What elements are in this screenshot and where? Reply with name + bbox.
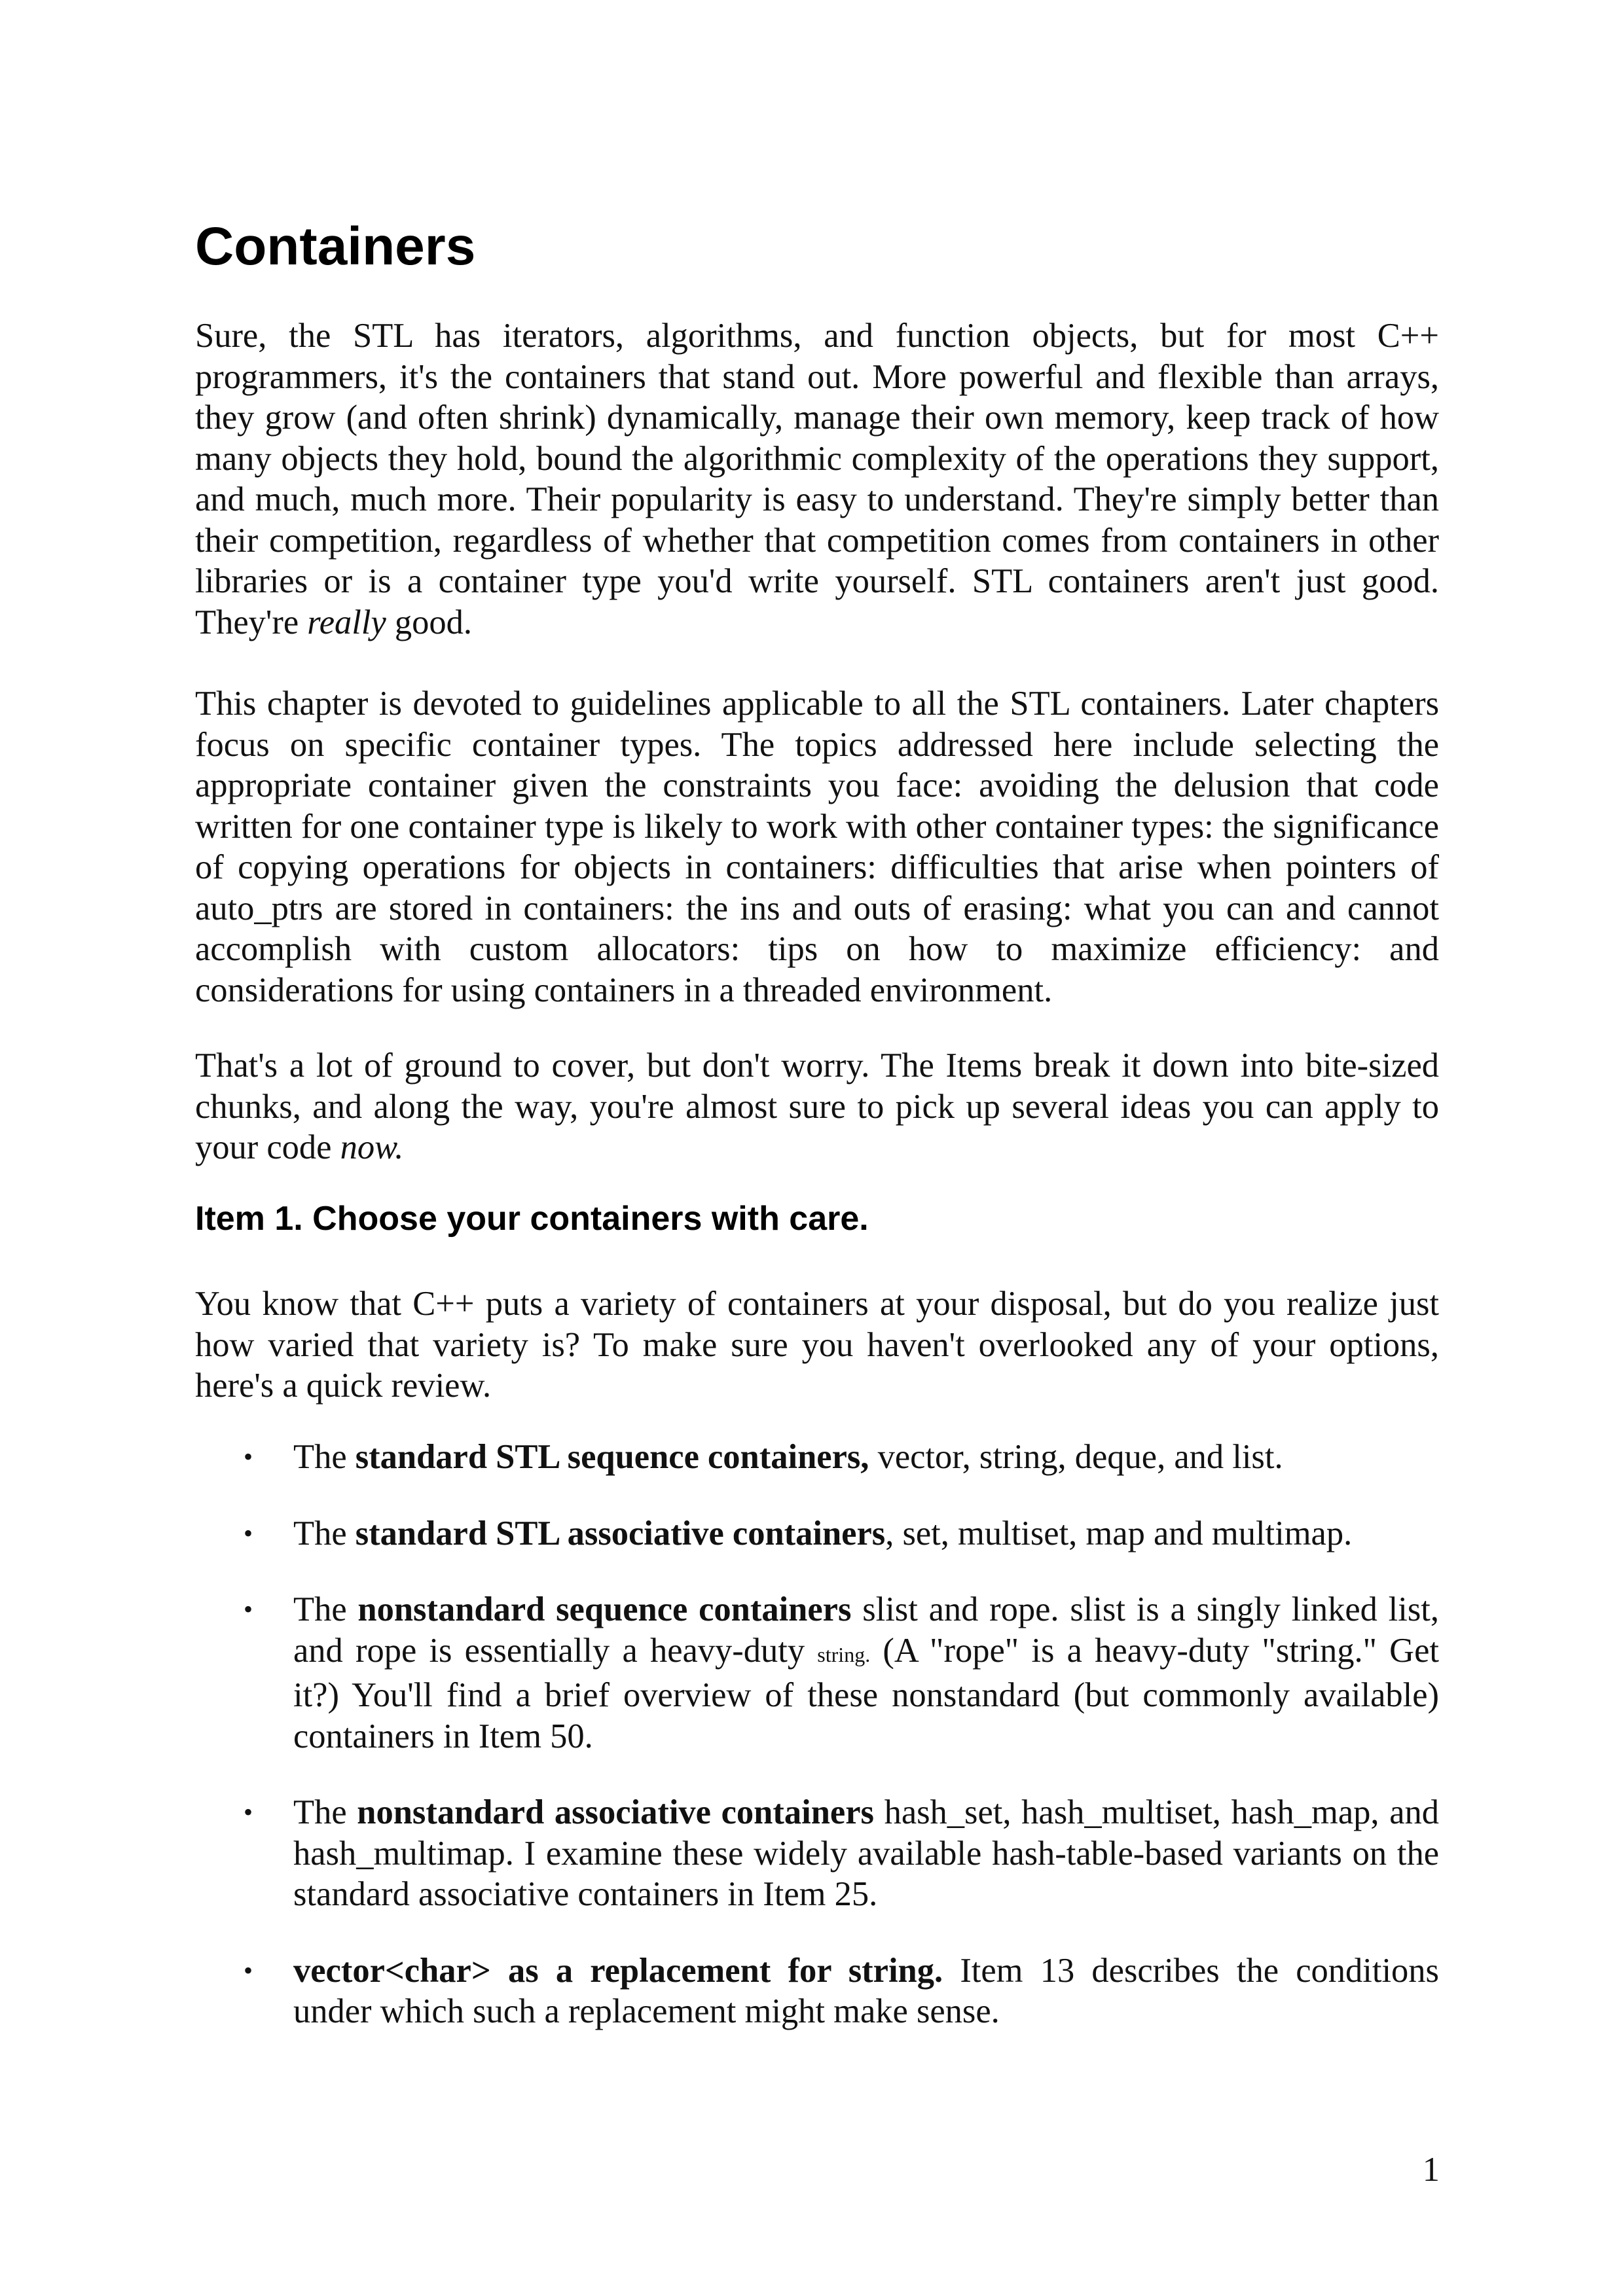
intro-text: Sure, the STL has iterators, algorithms, and function objects, but for most C++ programmers, it's the containers that stand out. More powerful and flexible than arrays, they grow (and often shrink) dynamically, manage their own memory, keep track of how many objects they hold, bound the algorithmic complexity of the operations they support, and much, much more. Their popularity is easy to understand. They're simply better than their competition, regardless of whether that competition comes from containers in other libraries or is a container type you'd write yourself. STL containers aren't just good. They're	[195, 317, 1439, 641]
item-text: The	[293, 1590, 358, 1628]
intro-paragraph-1	[195, 315, 1439, 643]
intro-paragraph-3	[195, 1045, 1439, 1168]
item-bold-text: standard STL associative containers	[355, 1514, 886, 1552]
item-text: The	[293, 1514, 356, 1552]
emphasis-really: really	[307, 603, 386, 641]
item-text: slist and rope. slist is a singly linked list, and rope is essentially a heavy-duty	[293, 1590, 1439, 1670]
container-types-list	[195, 1437, 1439, 2068]
item-text: hash_set, hash_multiset, hash_map, and hash_multimap. I examine these widely available hash-table-based variants on the standard associative containers in Item 25.	[293, 1793, 1439, 1913]
item-text: Item 13 describes the conditions under which such a replacement might make sense.	[293, 1951, 1439, 2030]
intro-paragraph-2: This chapter is devoted to guidelines applicable to all the STL containers. Later chapters focus on specific container types. The topics addressed here include selecting the appropriate container given the constraints you face: avoiding the delusion that code written for one container type is likely to work with other container types: the significance of copying operations for objects in containers: difficulties that arise when pointers of auto_ptrs are stored in containers: the ins and outs of erasing: what you can and cannot accomplish with custom allocators: tips on how to maximize efficiency: and considerations for using containers in a threaded environment.	[195, 685, 1439, 1009]
intro-text: That's a lot of ground to cover, but don't worry. The Items break it down into bite-sized chunks, and along the way, you're almost sure to pick up several ideas you can apply to your code	[195, 1047, 1439, 1166]
item-bold-text: standard STL sequence containers,	[355, 1438, 869, 1476]
bullet-icon: •	[244, 1442, 253, 1471]
item-text: , set, multiset, map and multimap.	[885, 1514, 1353, 1552]
item-1-heading: Item 1. Choose your containers with care.	[195, 1200, 869, 1238]
list-item	[195, 1950, 1439, 2032]
list-item	[195, 1792, 1439, 1915]
item-text: The	[293, 1438, 356, 1476]
bullet-icon: •	[244, 1594, 253, 1624]
bullet-icon: •	[244, 1518, 253, 1548]
list-item	[195, 1589, 1439, 1757]
item-text: (A "rope" is a heavy-duty "string." Get it?) You'll find a brief overview of these nonstandard (but commonly available) containers in Item 50.	[293, 1631, 1439, 1755]
chapter-title: Containers	[195, 217, 476, 276]
item-1-intro: You know that C++ puts a variety of containers at your disposal, but do you realize just how varied that variety is? To make sure you haven't overlooked any of your options, here's a quick review.	[195, 1285, 1439, 1405]
item-bold-text: vector<char> as a replacement for string.	[293, 1951, 943, 1990]
item-text: The	[293, 1793, 357, 1831]
item-text: vector, string, deque, and list.	[869, 1438, 1283, 1476]
item-bold-text: nonstandard associative containers	[357, 1793, 874, 1831]
item-small-text: string.	[817, 1642, 871, 1666]
item-bold-text: nonstandard sequence containers	[357, 1590, 852, 1628]
list-item	[195, 1513, 1439, 1554]
intro-text-end: good.	[386, 603, 473, 641]
list-item	[195, 1437, 1439, 1478]
emphasis-now: now.	[340, 1128, 404, 1166]
bullet-icon: •	[244, 1797, 253, 1827]
bullet-icon: •	[244, 1955, 253, 1985]
page-number: 1	[1422, 2151, 1440, 2189]
